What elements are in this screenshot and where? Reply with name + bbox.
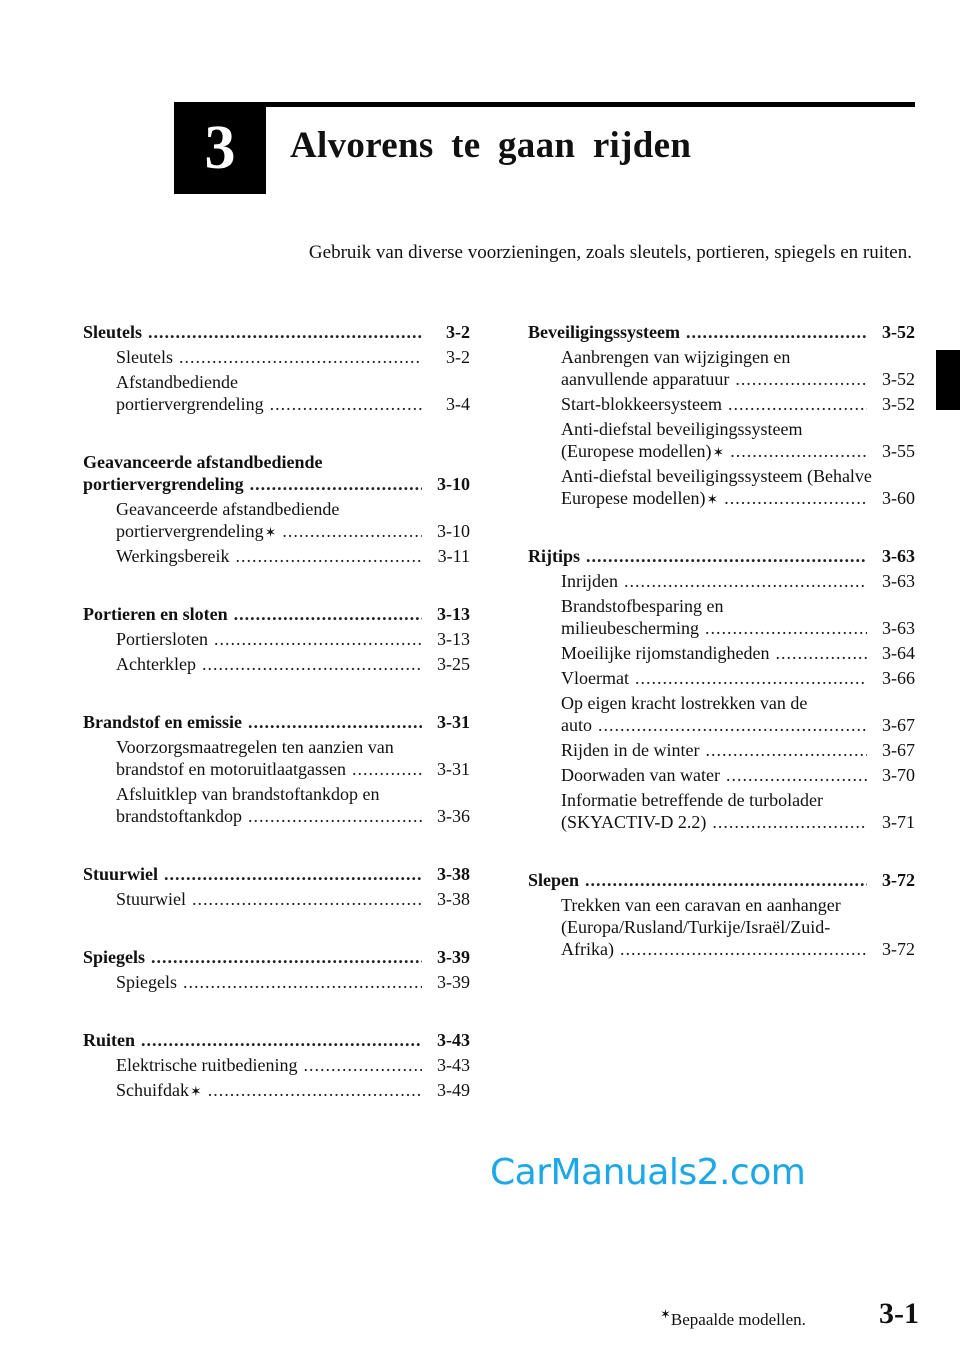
dot-leader [214,628,422,650]
toc-section [83,321,470,415]
toc-entry-text: Informatie betreffende de turbolader [561,790,824,810]
toc-entry-text: Afsluitklep van brandstoftankdop en [116,784,380,804]
dot-leader [705,617,867,639]
toc-entry-text: Sleutels [116,347,173,367]
toc-entry-line [83,321,470,343]
toc-entry-text: Op eigen kracht lostrekken van de [561,693,808,713]
dot-leader [250,473,422,495]
page-number: 3-1 [879,1297,919,1330]
toc-entry-line [561,617,915,639]
toc-page-number: 3-39 [437,947,470,967]
toc-entry-line [561,764,915,786]
toc-page-number: 3-43 [437,1030,470,1050]
toc-entry[interactable] [528,418,915,462]
toc-entry-text: Stuurwiel [116,889,186,909]
toc-entry-text: portiervergrendeling [116,521,264,541]
toc-page-number: 3-13 [437,629,470,649]
toc-entry[interactable] [83,498,470,542]
toc-entry-line [116,805,470,827]
toc-entry-text: Elektrische ruitbediening [116,1055,298,1075]
toc-page-number: 3-2 [446,347,470,367]
toc-entry-line [561,714,915,736]
footnote [660,1306,806,1330]
toc-entry-text: brandstoftankdop [116,806,242,826]
toc-page-number: 3-72 [882,939,915,959]
toc-entry[interactable] [83,653,470,675]
toc-entry[interactable] [528,692,915,736]
toc-entry-line [116,628,470,650]
toc-entry-text: auto [561,715,592,735]
toc-entry-text: milieubescherming [561,618,699,638]
toc-entry-line [528,545,915,567]
toc-entry[interactable] [528,465,915,509]
dot-leader [585,869,867,891]
toc-entry-line: Europese modellen) ✶ ..... [561,487,915,509]
toc-entry[interactable] [528,642,915,664]
toc-section-heading[interactable] [528,545,915,567]
toc-page-number: 3-72 [882,870,915,890]
toc-entry[interactable] [528,667,915,689]
toc-entry[interactable] [83,346,470,368]
footnote-star-icon: ✶ [660,1306,671,1322]
toc-entry[interactable] [83,736,470,780]
toc-entry[interactable] [528,739,915,761]
toc-entry-text: Doorwaden van water [561,765,720,785]
toc-entry-line [116,393,470,415]
toc-entry-text: Brandstofbesparing en [561,596,724,616]
toc-entry-line [116,758,470,780]
toc-page-number: 3-10 [437,474,470,494]
dot-leader [705,739,867,761]
dot-leader [620,938,867,960]
toc-section-title: Rijtips [528,546,581,566]
dot-leader [270,393,422,415]
toc-entry[interactable] [528,595,915,639]
dot-leader [192,888,422,910]
toc-entry-text: Schuifdak [116,1080,189,1100]
dot-leader [248,711,422,733]
toc-page-number: 3-63 [882,618,915,638]
dot-leader [735,368,867,390]
toc-entry-text: Moeilijke rijomstandigheden [561,643,770,663]
dot-leader [208,1079,422,1101]
dot-leader [179,346,422,368]
dot-leader [151,946,422,968]
dot-leader [726,764,867,786]
toc-entry-text: brandstof en motoruitlaatgassen [116,759,346,779]
dot-leader [282,520,422,542]
toc-entry-text: Afrika) [561,939,614,959]
toc-section [83,946,470,993]
dot-leader [234,603,422,625]
toc-entry-line [83,1029,470,1051]
toc-entry-line [561,667,915,689]
toc-section-heading[interactable] [528,321,915,343]
toc-entry[interactable] [528,346,915,390]
toc-entry-line [528,869,915,891]
toc-page-number: 3-43 [437,1055,470,1075]
toc-page-number: 3-71 [882,812,915,832]
toc-page-number: 3-67 [882,740,915,760]
toc-entry-line [561,570,915,592]
dot-leader [148,321,422,343]
toc-section-title: Beveiligingssysteem [528,322,680,342]
toc-page-number: 3-38 [437,864,470,884]
dot-leader [712,811,867,833]
toc-page-number: 3-31 [437,712,470,732]
chapter-title: Alvorens te gaan rijden [290,125,692,166]
toc-entry-line: portiervergrendeling ✶ ..... [116,520,470,542]
toc-entry-line [116,971,470,993]
toc-entry-text: aanvullende apparatuur [561,369,730,389]
watermark-text: CarManuals2.com [490,1152,806,1193]
toc-entry-text: Anti-diefstal beveiligingssysteem (Behalve [561,466,872,486]
toc-section [528,869,915,960]
toc-entry[interactable] [528,393,915,415]
toc-page-number: 3-31 [437,759,470,779]
toc-entry-line [83,473,470,495]
toc-entry-line [561,368,915,390]
toc-page-number: 3-64 [882,643,915,663]
toc-entry-text: portiervergrendeling [116,394,264,414]
toc-page-number: 3-11 [437,546,470,566]
dot-leader [352,758,422,780]
toc-entry-text: Vloermat [561,668,629,688]
toc-page-number: 3-52 [882,394,915,414]
toc-entry-line [116,653,470,675]
toc-entry-line [83,863,470,885]
toc-entry[interactable] [83,783,470,827]
toc-entry[interactable] [528,894,915,960]
section-side-tab [936,350,960,410]
toc-entry[interactable] [83,545,470,567]
toc-page-number: 3-55 [882,441,915,461]
toc-entry[interactable] [83,971,470,993]
toc-entry-text: Spiegels [116,972,177,992]
toc-entry[interactable] [528,764,915,786]
toc-section-heading[interactable] [83,451,470,495]
dot-leader [775,642,867,664]
toc-entry-text: portiervergrendeling [83,474,244,494]
dot-leader [303,1054,422,1076]
toc-page-number: 3-2 [446,322,470,342]
toc-entry-line [83,711,470,733]
toc-entry[interactable] [83,628,470,650]
toc-entry-text: Werkingsbereik [116,546,230,566]
dot-leader [686,321,867,343]
toc-entry-text: (Europa/Rusland/Turkije/Israël/Zuid- [561,917,831,937]
chapter-rule [174,102,915,107]
toc-entry-text: Geavanceerde afstandbediende [83,452,323,472]
toc-page-number: 3-10 [437,521,470,541]
toc-entry-line [83,603,470,625]
toc-section [83,451,470,567]
toc-section [83,1029,470,1101]
dot-leader [141,1029,422,1051]
toc-entry-line [116,346,470,368]
toc-entry[interactable] [83,888,470,910]
toc-entry-line [528,321,915,343]
toc-right-column [528,321,915,996]
toc-entry[interactable] [528,570,915,592]
toc-entry-text: Afstandbediende [116,372,238,392]
toc-page-number: 3-49 [437,1080,470,1100]
toc-entry[interactable] [83,1054,470,1076]
toc-entry-text: Voorzorgsmaatregelen ten aanzien van [116,737,394,757]
toc-page-number: 3-60 [882,488,915,508]
dot-leader [624,570,867,592]
footnote-text: Bepaalde modellen. [670,1310,806,1329]
toc-section-title: Slepen [528,870,580,890]
toc-entry[interactable] [83,371,470,415]
toc-section [83,711,470,827]
toc-page-number: 3-39 [437,972,470,992]
toc-entry-line [116,1054,470,1076]
dot-leader [728,393,867,415]
toc-left-column [83,321,470,1137]
toc-page-number: 3-67 [882,715,915,735]
toc-section-title: Portieren en sloten [83,604,228,624]
toc-entry-text: Achterklep [116,654,196,674]
toc-section-heading[interactable] [528,869,915,891]
toc-section-heading[interactable] [83,321,470,343]
toc-entry-line [561,811,915,833]
toc-section-heading[interactable] [83,711,470,733]
toc-section [83,863,470,910]
toc-entry-line: (Europese modellen) ✶ ..... [561,440,915,462]
toc-entry[interactable] [83,1079,470,1101]
dot-leader [164,863,422,885]
toc-page-number: 3-52 [882,369,915,389]
toc-entry-text: Start-blokkeersysteem [561,394,722,414]
toc-entry-text: (SKYACTIV-D 2.2) [561,812,707,832]
toc-page-number: 3-38 [437,889,470,909]
toc-section-heading[interactable] [83,863,470,885]
dot-leader [202,653,422,675]
toc-entry-line [116,888,470,910]
toc-section-heading[interactable] [83,603,470,625]
toc-page-number: 3-63 [882,571,915,591]
toc-entry-line [561,393,915,415]
toc-entry-text: (Europese modellen) [561,441,712,461]
toc-page-number: 3-13 [437,604,470,624]
toc-page-number: 3-70 [882,765,915,785]
dot-leader [635,667,867,689]
toc-entry-line [561,739,915,761]
toc-entry-line: Schuifdak ✶ ..... [116,1079,470,1101]
chapter-number: 3 [204,113,236,182]
toc-page-number: 3-52 [882,322,915,342]
toc-section-title: Stuurwiel [83,864,159,884]
dot-leader [183,971,422,993]
dot-leader [598,714,867,736]
toc-page-number: 3-66 [882,668,915,688]
toc-entry-text: Europese modellen) [561,488,706,508]
toc-entry-line [561,642,915,664]
toc-entry-line [116,545,470,567]
toc-section-heading[interactable] [83,1029,470,1051]
toc-page-number: 3-4 [446,394,470,414]
toc-section [528,321,915,509]
toc-section-title: Brandstof en emissie [83,712,242,732]
toc-entry-text: Aanbrengen van wijzigingen en [561,347,791,367]
toc-section-title: Spiegels [83,947,146,967]
chapter-subtitle: Gebruik van diverse voorzieningen, zoals sleutels, portieren, spiegels en ruiten. [308,242,912,263]
toc-section-title: Sleutels [83,322,143,342]
toc-entry-line [561,938,915,960]
toc-section-heading[interactable] [83,946,470,968]
toc-section-title: Ruiten [83,1030,136,1050]
toc-page-number: 3-63 [882,546,915,566]
toc-entry-text: Rijden in de winter [561,740,700,760]
dot-leader [236,545,422,567]
toc-entry-text: Geavanceerde afstandbediende [116,499,340,519]
toc-entry-text: Anti-diefstal beveiligingssysteem [561,419,803,439]
dot-leader [724,487,867,509]
dot-leader [586,545,867,567]
toc-entry-text: Trekken van een caravan en aanhanger [561,895,841,915]
toc-section [83,603,470,675]
dot-leader [248,805,422,827]
chapter-number-box [174,102,266,194]
toc-page-number: 3-36 [437,806,470,826]
toc-entry-text: Portiersloten [116,629,208,649]
dot-leader [730,440,867,462]
toc-page-number: 3-25 [437,654,470,674]
toc-entry-text: Inrijden [561,571,618,591]
toc-section [528,545,915,833]
toc-entry[interactable] [528,789,915,833]
toc-entry-line [83,946,470,968]
